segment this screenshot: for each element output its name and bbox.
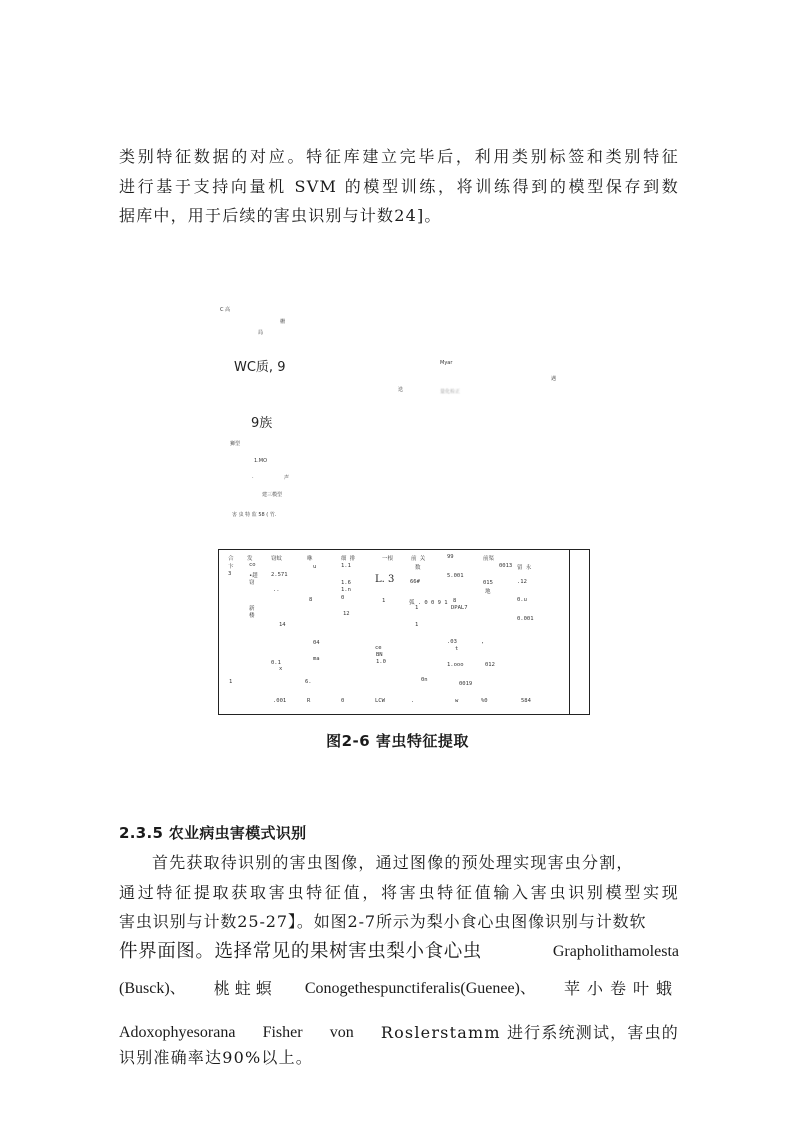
table-cell: 99: [447, 554, 454, 560]
table-cell: co: [249, 562, 256, 568]
table-cell: 0n: [421, 677, 428, 683]
feature-table: [218, 549, 590, 715]
table-cell: 8: [453, 598, 457, 604]
figure-caption: 图2-6 害虫特征提取: [326, 732, 469, 750]
table-cell: 0.1: [271, 660, 281, 666]
fig-label: WC质, 9: [234, 360, 286, 375]
table-cell: 14: [279, 622, 286, 628]
body-line-4: [119, 937, 679, 967]
body-line-6-d: Roslerstamm 进行系统测试，害虫的: [380, 1022, 679, 1042]
body-line-3: 害虫识别与计数25-27】。如图2-7所示为梨小食心虫图像识别与计数软: [119, 912, 647, 931]
intro-line-3: 据库中，用于后续的害虫识别与计数24]。: [119, 206, 442, 225]
table-cell: 1: [382, 598, 386, 604]
table-cell: 0: [341, 698, 345, 704]
body-line-4-cn: 件界面图。选择常见的果树害虫梨小食心虫: [119, 940, 482, 962]
fig-label: 狮型: [230, 441, 241, 447]
body-line-5: [119, 974, 679, 1004]
body-line-6-a: Adoxophyesorana: [119, 1023, 236, 1041]
intro-line-2: 进行基于支持向量机 SVM 的模型训练，将训练得到的模型保存到数: [119, 176, 679, 196]
table-cell: 0013: [499, 563, 513, 569]
table-cell: 584: [521, 698, 531, 704]
table-cell: 窃蚊: [271, 556, 283, 562]
fig-label: .: [252, 474, 254, 480]
table-cell: 1: [229, 679, 233, 685]
table-cell: 8: [309, 597, 313, 603]
table-cell: 地: [485, 589, 491, 595]
body-line-5-a: (Busck)、: [119, 980, 186, 997]
table-cell: 3: [228, 571, 232, 577]
table-cell: 窃: [249, 580, 255, 586]
table-cell: 咻: [307, 556, 313, 562]
fig-label: 局: [258, 330, 264, 336]
fig-label: 迭: [398, 387, 404, 393]
fig-label: C 高: [220, 307, 231, 313]
table-cell: R: [307, 698, 311, 704]
body-line-5-d: 苹小卷叶蛾: [563, 979, 679, 998]
table-cell: 前渠: [483, 556, 495, 562]
table-cell: ma: [313, 656, 320, 662]
fig-label: 量化检正: [440, 389, 461, 395]
table-cell: 0019: [459, 681, 473, 687]
body-line-2: 通过特征提取获取害虫特征值，将害虫特征值输入害虫识别模型实现: [119, 882, 679, 902]
table-cell: 0.u: [517, 597, 527, 603]
table-cell: 一根: [382, 556, 394, 562]
table-cell: .: [411, 698, 415, 704]
fig-label: 遇: [551, 376, 557, 382]
table-cell: 1.0: [376, 659, 386, 665]
body-line-6-b: Fisher: [262, 1023, 303, 1041]
table-cell: ce: [375, 645, 382, 651]
table-cell: ..: [273, 587, 280, 593]
table-cell: 合: [228, 556, 234, 562]
table-cell: 楼: [249, 613, 255, 619]
body-line-4-latin: Grapholithamolesta: [552, 942, 679, 960]
table-cell: DPAL7: [451, 605, 468, 611]
table-cell: .001: [273, 698, 287, 704]
table-cell: 弧 . 0 0 9 1: [409, 600, 448, 606]
fig-label: 害 虫 特 监 58 ( 竹.: [232, 512, 277, 518]
body-line-1: 首先获取待识别的害虫图像，通过图像的预处理实现害虫分割，: [152, 853, 634, 872]
fig-label: 9族: [251, 416, 273, 431]
table-cell: 2.571: [271, 572, 288, 578]
table-cell: 5.001: [447, 573, 464, 579]
table-cell: .03: [447, 639, 457, 645]
table-cell: 细 排: [341, 556, 356, 562]
table-cell: 发: [247, 556, 253, 562]
table-cell: 数: [415, 565, 421, 571]
table-cell: 1: [415, 622, 419, 628]
table-cell: 1: [415, 605, 419, 611]
table-cell: •趙: [249, 573, 258, 579]
table-cell: 6.: [305, 679, 312, 685]
table-cell: 1.n: [341, 587, 351, 593]
body-paragraph: [119, 848, 679, 1073]
intro-paragraph: [119, 142, 679, 231]
table-cell: 12: [343, 611, 350, 617]
body-line-6-c: von: [329, 1023, 354, 1041]
table-cell: 1.ooo: [447, 662, 464, 668]
table-cell: 1.6: [341, 580, 351, 586]
table-cell: ,: [481, 639, 485, 645]
table-cell: 66#: [410, 579, 420, 585]
fig-label: 声: [284, 475, 290, 481]
fig-label: 建三模型: [262, 492, 283, 498]
intro-line-1: 类别特征数据的对应。特征库建立完毕后，利用类别标签和类别特征: [119, 147, 679, 166]
fig-label: 1.MO: [254, 458, 268, 464]
table-cell: x: [279, 666, 283, 672]
table-cell: LCW: [375, 698, 385, 704]
body-line-5-b: 桃蛀螟: [213, 979, 277, 998]
body-line-7: 识别准确率达90%以上。: [119, 1048, 313, 1067]
table-cell: 0.001: [517, 616, 534, 622]
fig-label: Myar: [440, 360, 453, 366]
table-cell: 留 永: [517, 565, 532, 571]
table-cell: .12: [517, 579, 527, 585]
figure-diagram: [218, 300, 588, 530]
fig-label: 栅: [280, 319, 286, 325]
table-cell: 1.1: [341, 563, 351, 569]
table-cell: 012: [485, 662, 495, 668]
table-cell: 04: [313, 640, 320, 646]
body-line-5-c: Conogethespunctiferalis(Guenee)、: [304, 980, 536, 997]
table-cell: u: [313, 564, 317, 570]
table-cell: L. 3: [375, 574, 395, 585]
table-cell: t: [455, 646, 459, 652]
table-cell: w: [455, 698, 459, 704]
table-cell: %0: [481, 698, 488, 704]
table-cell: 新: [249, 606, 255, 612]
table-cell: 卞: [228, 564, 234, 570]
section-heading: 2.3.5 农业病虫害模式识别: [119, 824, 307, 842]
table-cell: 前 关: [411, 556, 426, 562]
table-cell: 0: [341, 595, 345, 601]
table-cell: 015: [483, 580, 493, 586]
table-cell: BN: [376, 652, 383, 658]
